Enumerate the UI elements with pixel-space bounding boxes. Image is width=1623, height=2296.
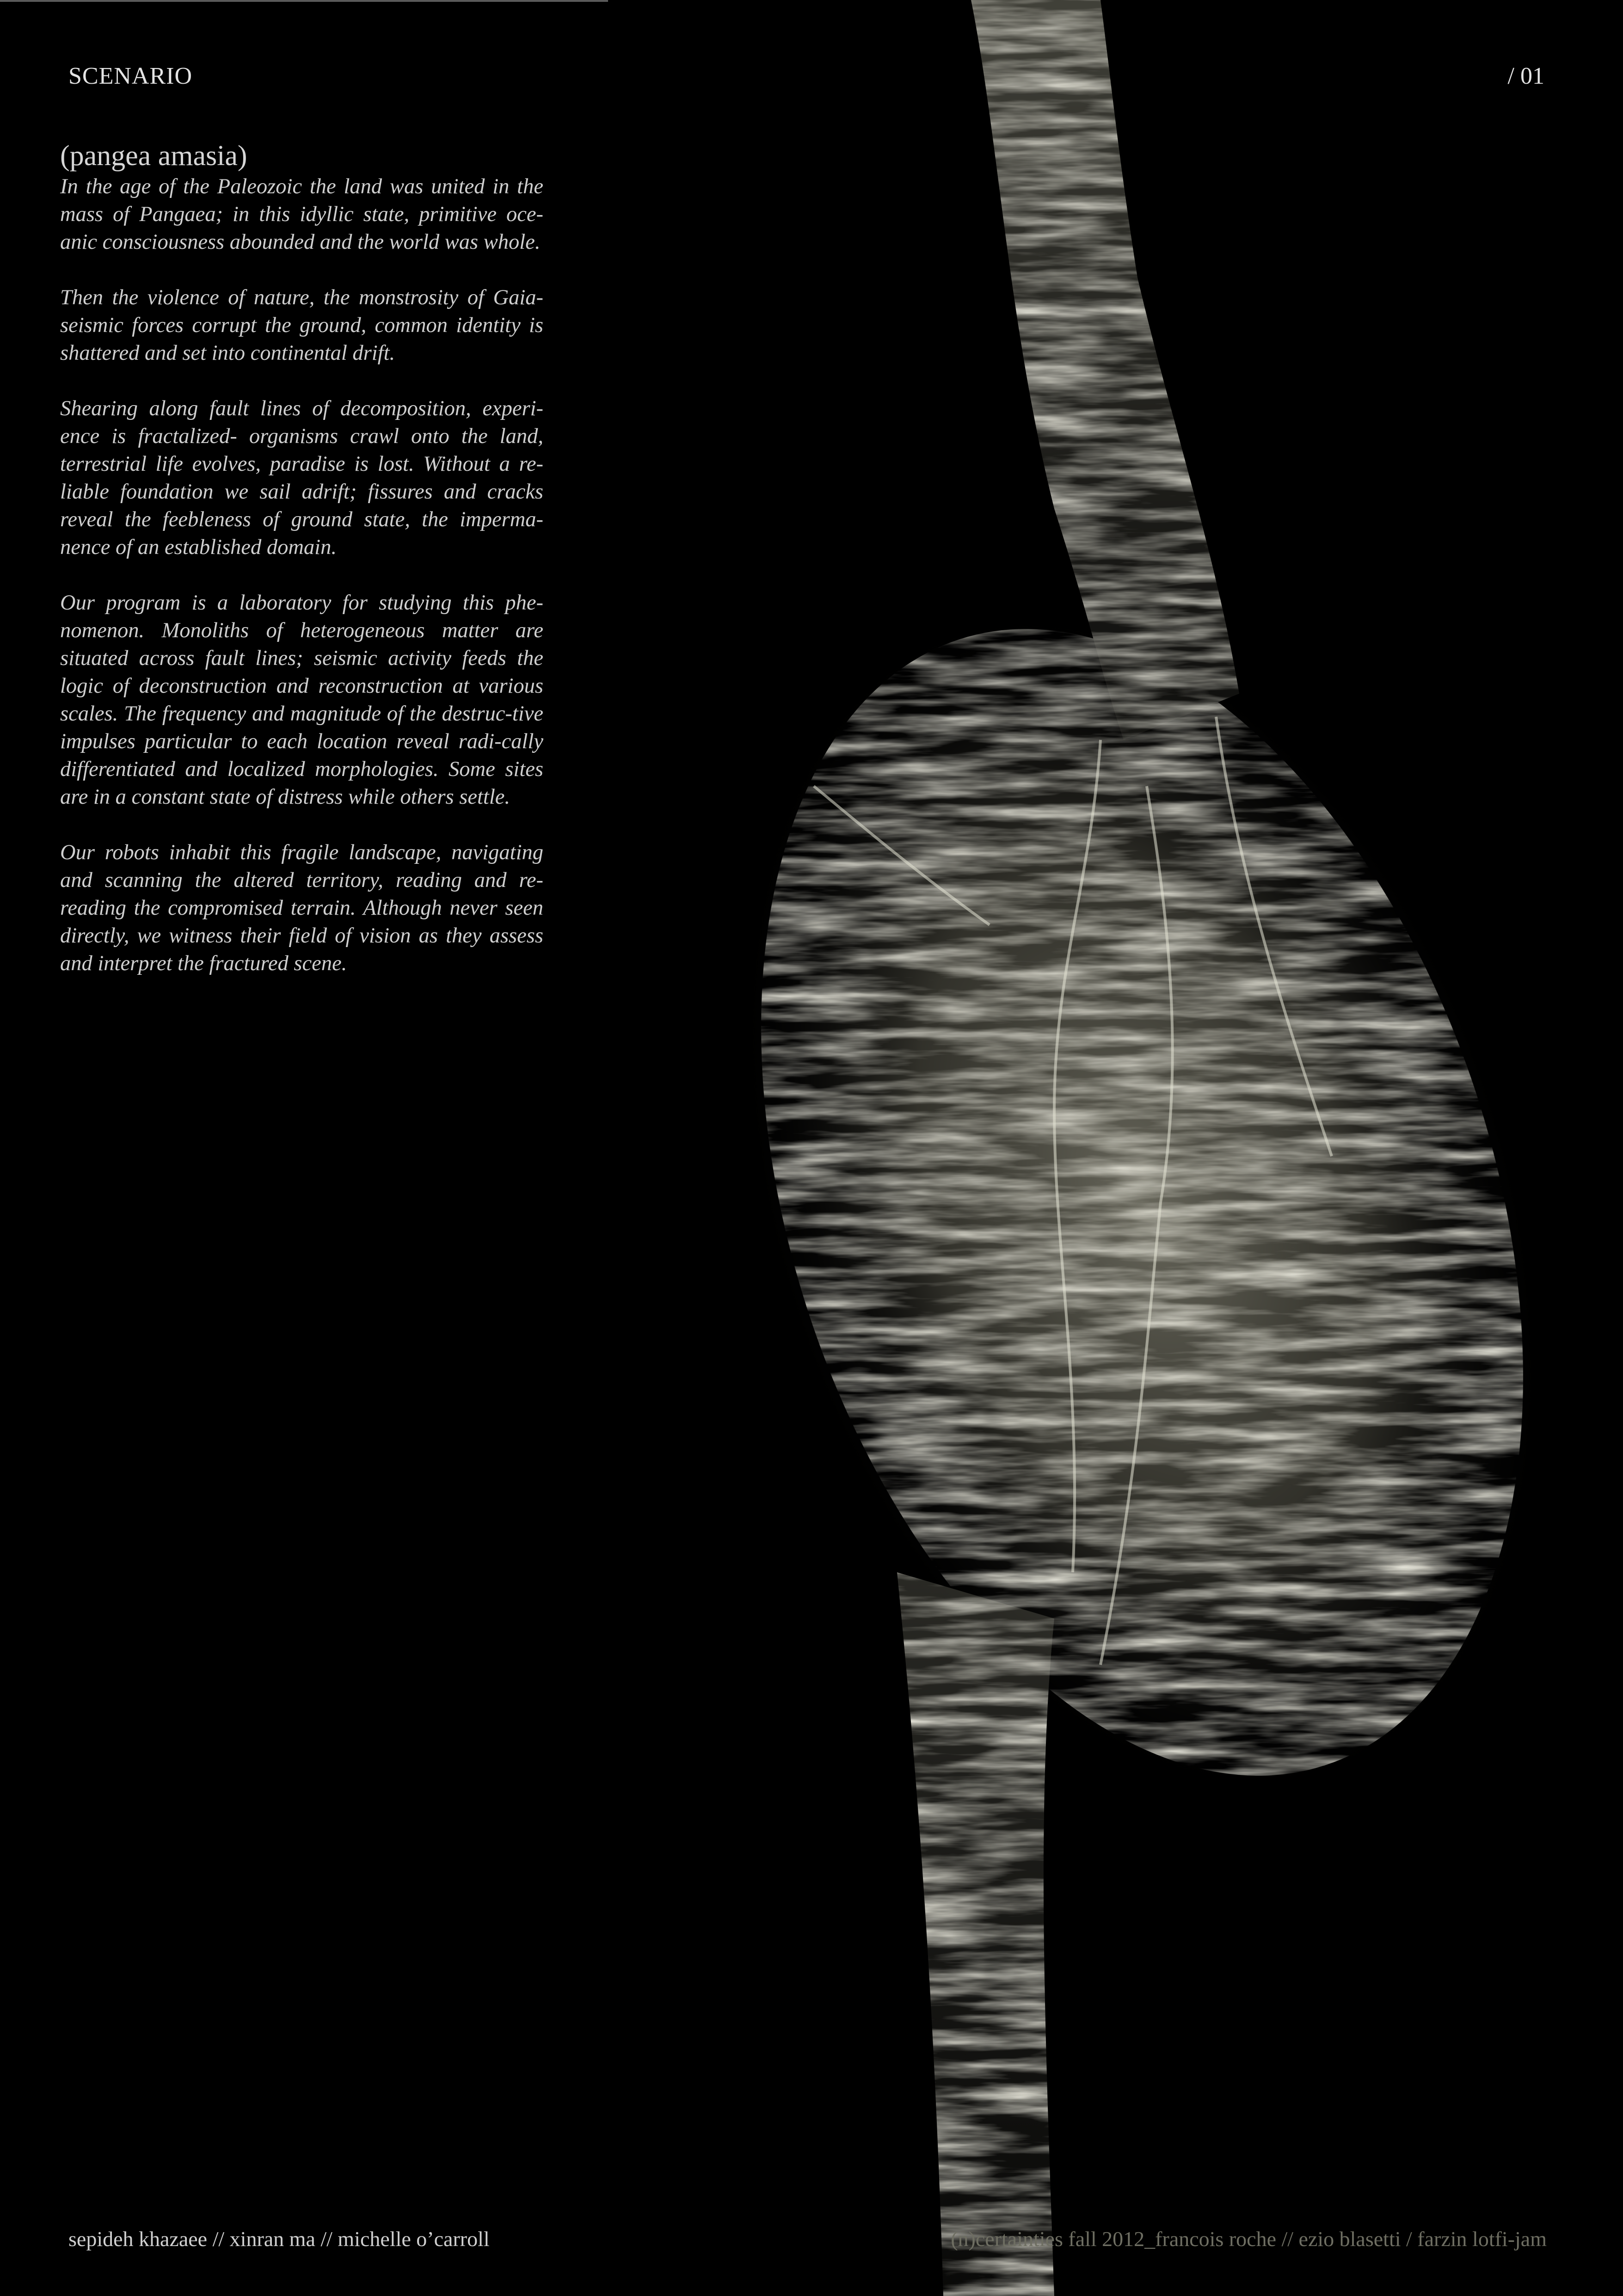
author-credits: sepideh khazaee // xinran ma // michelle o’carroll	[68, 2227, 490, 2251]
paragraph-fault-lines: Shearing along fault lines of decomposition, experi-ence is fractalized- organisms crawl onto the land, terrestrial life evolves, paradise is lost. Without a re-liable foundation we sail adrift; fissures and cracks reveal the feebleness of ground state, the imperma-nence of an established domain.	[60, 397, 543, 560]
terrain-render	[638, 0, 1623, 2296]
top-rule	[0, 0, 608, 2]
seismic-terrain-artwork	[638, 0, 1623, 2296]
course-credits: (n)certainties fall 2012_francois roche // ezio blasetti / farzin lotfi-jam	[951, 2227, 1547, 2251]
paragraph-program: Our program is a laboratory for studying this phe-nomenon. Monoliths of heterogeneous matter are situated across fault lines; seismic activity feeds the logic of deconstruction and reconstruction at various scales. The frequency and magnitude of the destruc-tive impulses particular to each location reveal radi-cally differentiated and localized morphologies. Some sites are in a constant state of distress while others settle.	[60, 591, 543, 809]
text-column	[60, 141, 543, 1005]
section-label: SCENARIO	[68, 63, 193, 89]
paragraph-robots: Our robots inhabit this fragile landscape, navigating and scanning the altered territory, reading and re-reading the compromised terrain. Although never seen directly, we witness their field of vision as they assess and interpret the fractured scene.	[60, 841, 543, 976]
scenario-subtitle: (pangea amasia)	[60, 140, 247, 172]
paragraph-paleozoic: In the age of the Paleozoic the land was united in the mass of Pangaea; in this idyllic state, primitive oce-anic consciousness abounded and the world was whole.	[60, 175, 543, 254]
page-number: / 01	[1507, 63, 1544, 89]
paragraph-violence-of-nature: Then the violence of nature, the monstrosity of Gaia-seismic forces corrupt the ground, common identity is shattered and set into continental drift.	[60, 286, 543, 365]
